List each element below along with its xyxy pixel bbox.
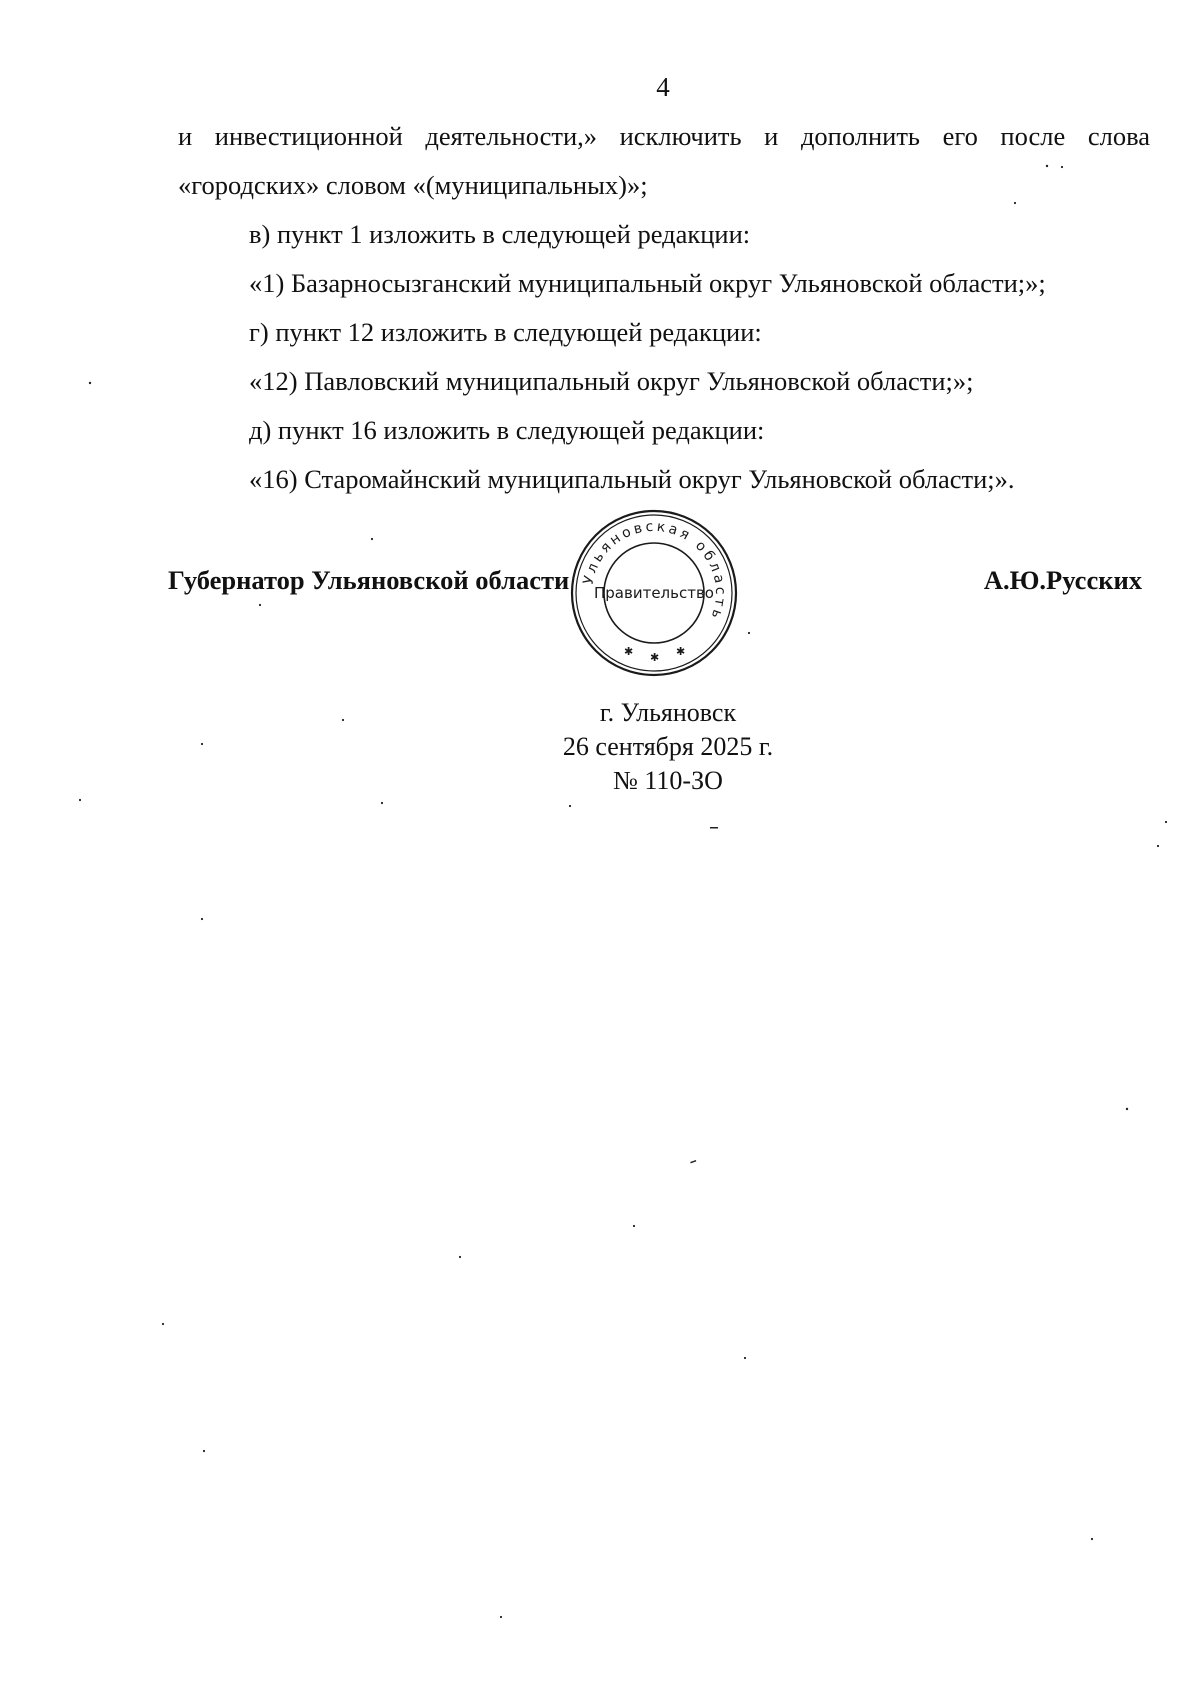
page-number: 4 [656,72,670,102]
seal-star-icon: ✱ [676,645,686,658]
scan-speck [690,1160,696,1163]
body-line-continuation: и инвестиционной деятельности,» исключить и дополнить его после слова [178,121,1150,151]
place-and-date [0,696,1200,798]
scan-speck [500,1616,502,1618]
scan-speck [1126,1108,1128,1110]
seal-star-icon: ✱ [650,651,660,664]
scan-speck [371,538,373,540]
amendment-g-text: «12) Павловский муниципальный округ Ульяновской области;»; [249,366,974,396]
scan-speck [569,805,571,807]
seal-ring-text-path: Ульяновская область [580,518,729,624]
scan-speck [744,1357,746,1359]
scan-speck [259,604,261,606]
scan-speck [381,802,383,804]
scan-speck [89,382,91,384]
scan-speck [1165,821,1167,823]
scan-speck [710,827,718,829]
amendment-d-heading: д) пункт 16 изложить в следующей редакции: [249,415,765,445]
law-number: № 110-ЗО [613,766,723,795]
scan-speck [1157,845,1159,847]
city: г. Ульяновск [599,698,737,727]
amendment-d-text: «16) Старомайнский муниципальный округ Ульяновской области;». [249,464,1015,494]
scan-speck [748,632,750,634]
amendment-v-text: «1) Базарносызганский муниципальный округ Ульяновской области;»; [249,268,1046,298]
scan-speck [459,1256,461,1258]
document-body [178,112,1150,504]
body-line-replacement: «городских» словом «(муниципальных)»; [178,170,648,200]
amendment-v-heading: в) пункт 1 изложить в следующей редакции: [249,219,751,249]
scan-speck [203,1450,205,1452]
scan-speck [162,1323,164,1325]
scan-speck [1091,1538,1093,1540]
signature-name: А.Ю.Русских [983,565,1142,595]
scan-speck [633,1225,635,1227]
seal-star-icon: ✱ [624,645,634,658]
signature-position: Губернатор Ульяновской области [168,565,570,595]
official-seal [568,507,740,679]
seal-center-text: Правительство [594,584,714,602]
scan-speck [201,918,203,920]
seal-icon [568,507,740,679]
signing-date: 26 сентября 2025 г. [562,732,774,761]
scan-speck [79,799,81,801]
amendment-g-heading: г) пункт 12 изложить в следующей редакции: [249,317,762,347]
